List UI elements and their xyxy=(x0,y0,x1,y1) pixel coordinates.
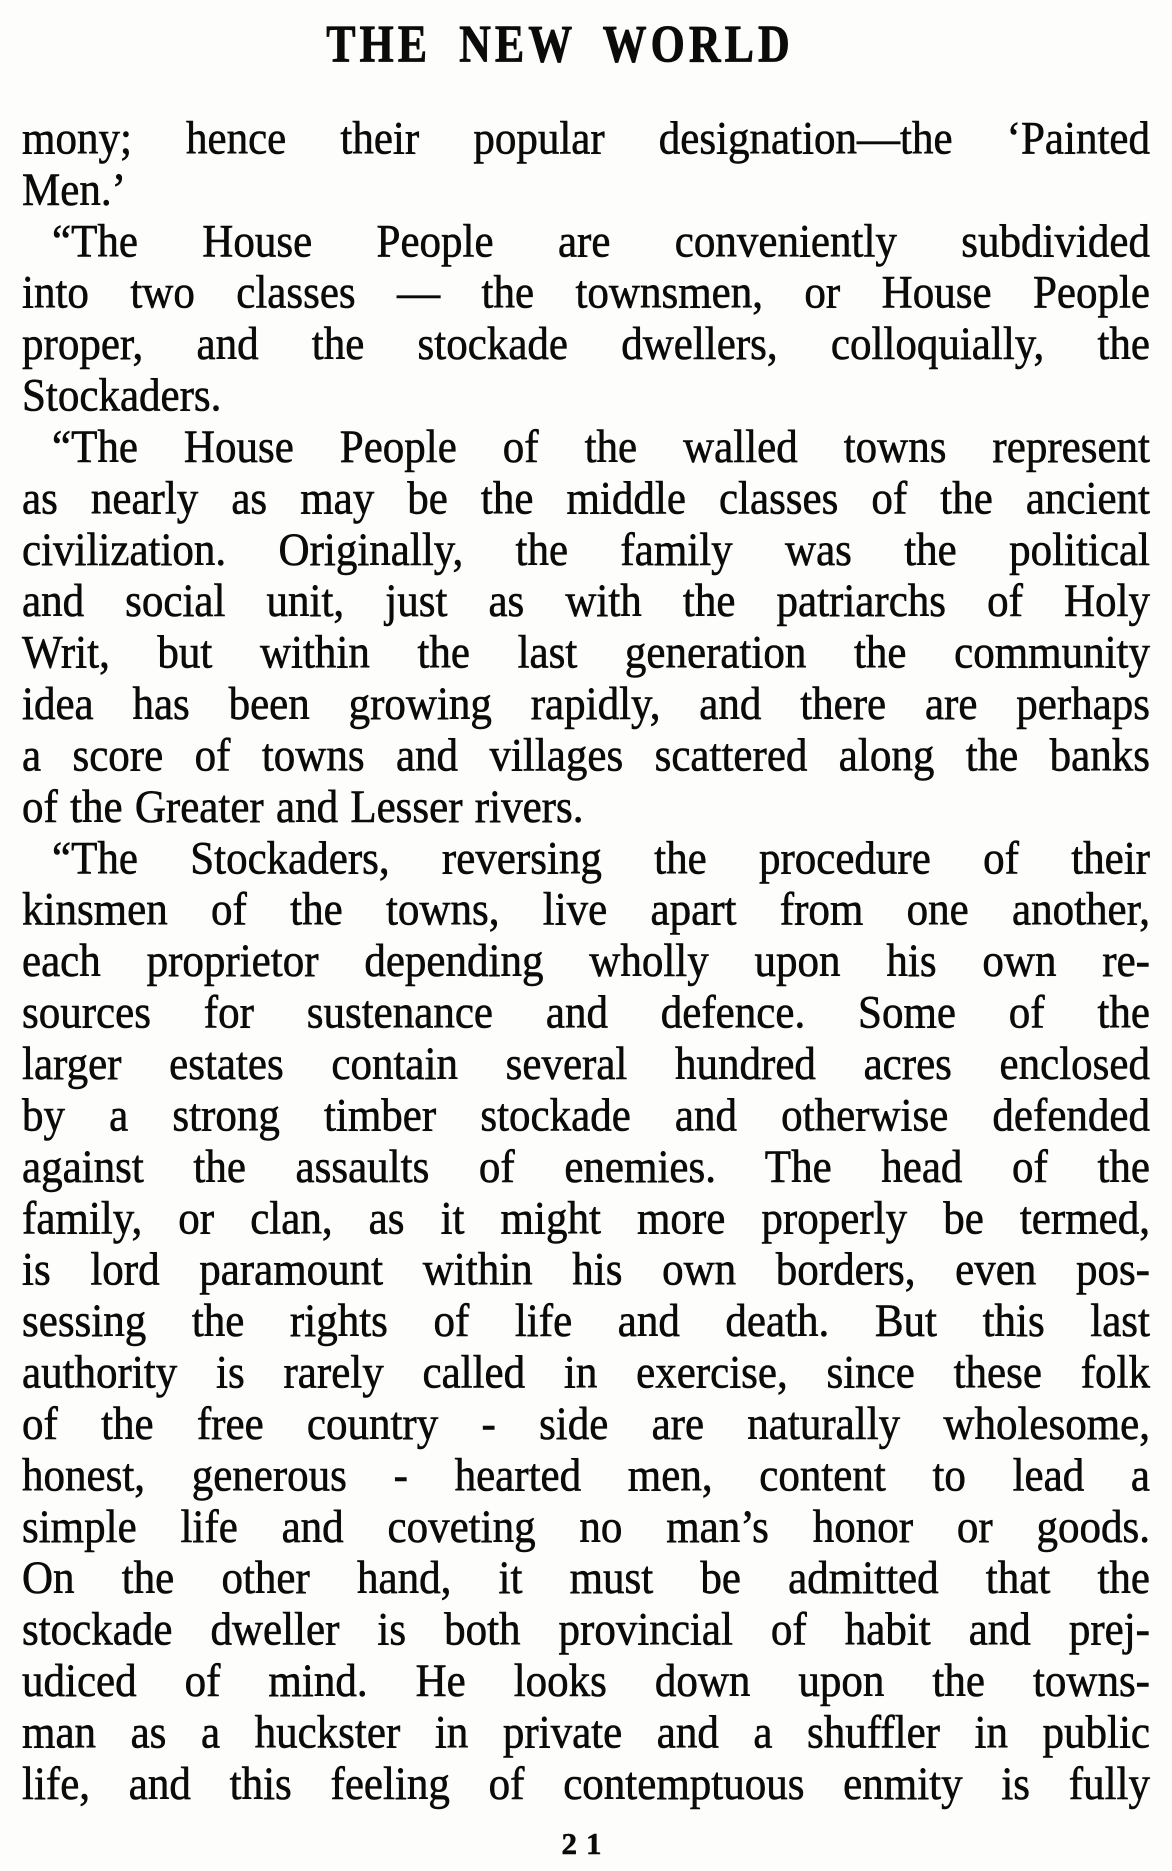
text-line: simple life and coveting no man’s honor or goods. xyxy=(22,1501,1150,1553)
text-line: by a strong timber stockade and otherwise defended xyxy=(22,1089,1150,1142)
text-line: sources for sustenance and defence. Some of the xyxy=(22,987,1150,1039)
text-line: On the other hand, it must be admitted that the xyxy=(22,1552,1150,1605)
text-line: of the free country - side are naturally wholesome, xyxy=(22,1398,1150,1450)
text-line: honest, generous - hearted men, content to lead a xyxy=(22,1449,1150,1502)
text-line: civilization. Originally, the family was the political xyxy=(22,524,1150,576)
text-line: authority is rarely called in exercise, since these folk xyxy=(22,1347,1150,1399)
running-head-title: THE NEW WORLD xyxy=(326,14,794,74)
text-line: each proprietor depending wholly upon his own re- xyxy=(22,935,1150,988)
paragraph xyxy=(22,833,1150,1810)
text-line: family, or clan, as it might more properly be termed, xyxy=(22,1192,1150,1245)
paragraph xyxy=(22,216,1150,422)
text-line: “The House People of the walled towns represent xyxy=(52,421,1150,473)
text-line: sessing the rights of life and death. But this last xyxy=(22,1295,1150,1348)
text-line: mony; hence their popular designation—the ‘Painted xyxy=(22,113,1150,165)
text-line: of the Greater and Lesser rivers. xyxy=(22,781,584,833)
text-line: Writ, but within the last generation the community xyxy=(22,627,1150,679)
text-line: Men.’ xyxy=(22,164,126,216)
text-line: is lord paramount within his own borders, even pos- xyxy=(22,1244,1150,1296)
text-line: as nearly as may be the middle classes of the ancient xyxy=(22,472,1150,525)
paragraph xyxy=(22,422,1150,833)
text-line: Stockaders. xyxy=(22,370,222,422)
text-line: “The Stockaders, reversing the procedure of their xyxy=(52,832,1150,885)
text-line: a score of towns and villages scattered along the banks xyxy=(22,730,1150,782)
text-line: udiced of mind. He looks down upon the towns- xyxy=(22,1655,1150,1707)
text-line: stockade dweller is both provincial of habit and prej- xyxy=(22,1604,1150,1656)
text-line: larger estates contain several hundred acres enclosed xyxy=(22,1038,1150,1090)
text-line: and social unit, just as with the patriarchs of Holy xyxy=(22,575,1150,628)
text-line: idea has been growing rapidly, and there are perhaps xyxy=(22,678,1150,731)
text-line: life, and this feeling of contemptuous enmity is fully xyxy=(22,1758,1150,1810)
text-line: kinsmen of the towns, live apart from one another, xyxy=(22,884,1150,936)
page-number: 21 xyxy=(561,1826,611,1861)
text-line: man as a huckster in private and a shuffler in public xyxy=(22,1706,1150,1759)
paragraph xyxy=(22,113,1150,216)
text-line: against the assaults of enemies. The head of the xyxy=(22,1141,1150,1193)
page-body-text xyxy=(22,113,1150,1810)
text-line: “The House People are conveniently subdivided xyxy=(52,215,1150,268)
text-line: into two classes — the townsmen, or House People xyxy=(22,267,1150,319)
text-line: proper, and the stockade dwellers, colloquially, the xyxy=(22,318,1150,371)
